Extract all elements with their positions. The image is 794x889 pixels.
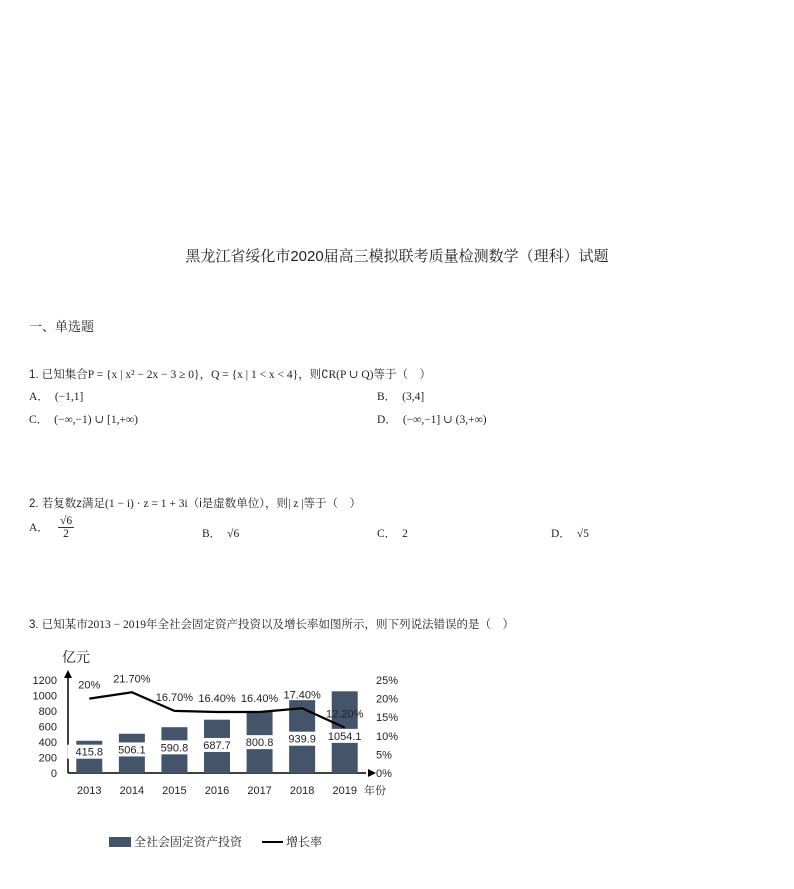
q1-set-q: Q = {x | 1 < x < 4} (211, 369, 299, 381)
bar-value-label: 415.8 (75, 746, 104, 759)
x-tick-label: 2018 (289, 785, 315, 797)
q1-option-d-text: (−∞,−1] ∪ (3,+∞) (402, 414, 487, 426)
y-axis-arrow-icon (64, 670, 72, 678)
x-axis-arrow-icon (368, 769, 376, 777)
y-tick-label: 0 (50, 768, 57, 780)
x-tick-label: 2013 (77, 785, 102, 797)
q2-suffix: 等于（ ） (303, 498, 362, 510)
bar-value-label: 590.8 (160, 742, 189, 755)
q1-set-p: P = {x | x² − 2x − 3 ≥ 0} (87, 369, 200, 381)
q1-suffix: 等于（ ） (373, 369, 431, 381)
bar-value-label: 1054.1 (327, 730, 362, 743)
q2-option-d-text: √5 (576, 528, 589, 540)
growth-rate-label: 20% (78, 679, 101, 692)
q1-option-b-text: (3,4] (402, 391, 425, 403)
q1-option-b-label: B． (377, 391, 397, 403)
y-tick-label: 1200 (32, 675, 57, 687)
y-tick-label: 600 (38, 721, 57, 734)
x-tick-label: 2017 (247, 785, 272, 797)
bar-value-label: 506.1 (118, 744, 146, 757)
growth-rate-label: 16.40% (198, 692, 236, 705)
x-axis-title: 年份 (364, 785, 386, 797)
q1-complement: ∁R(P ∪ Q) (321, 369, 374, 381)
y2-tick-label: 0% (376, 768, 392, 780)
page-title: 黑龙江省绥化市2020届高三模拟联考质量检测数学（理科）试题 (185, 248, 609, 265)
investment-growth-chart (0, 640, 430, 855)
y-tick-label: 1000 (32, 690, 57, 703)
y-tick-label: 800 (38, 706, 57, 718)
question-1-stem (29, 366, 431, 382)
growth-rate-label: 21.70% (113, 673, 151, 686)
bar-value-label: 939.9 (288, 733, 316, 746)
q2-option-b-text: √6 (227, 528, 240, 540)
q2-option-a (29, 515, 74, 540)
q1-option-c-label: C． (29, 414, 49, 426)
q2-option-a-label: A． (29, 521, 49, 534)
q2-option-c-label: C． (377, 528, 397, 540)
y2-tick-label: 10% (376, 730, 399, 743)
question-2-stem (29, 495, 361, 511)
q1-option-c (29, 411, 138, 427)
legend-bar-label: 全社会固定资产投资 (134, 835, 243, 849)
bar-value-label: 800.8 (245, 737, 274, 750)
q2-option-a-fraction (58, 515, 74, 540)
q2-option-b (202, 525, 239, 541)
q1-option-c-text: (−∞,−1) ∪ [1,+∞) (54, 414, 138, 426)
q1-option-d-label: D． (377, 414, 397, 426)
y-tick-label: 400 (38, 737, 57, 749)
y2-tick-label: 15% (376, 712, 399, 725)
q1-then: ，则 (298, 369, 322, 381)
q2-option-d (551, 525, 589, 541)
q1-option-a-label: A． (29, 391, 49, 403)
q1-option-b (377, 388, 424, 404)
q1-sep: ， (199, 369, 212, 381)
q2-modulus: | z | (288, 498, 304, 510)
y-tick-label: 200 (38, 752, 57, 765)
x-tick-label: 2014 (119, 785, 145, 797)
legend-bar-swatch (109, 837, 131, 847)
q3-prefix: 3. 已知某市 (29, 619, 88, 631)
q3-years: 2013 − 2019 (87, 619, 147, 631)
q2-equation: (1 − i) · z = 1 + 3i (105, 498, 188, 510)
question-3-stem (29, 616, 514, 632)
growth-rate-label: 16.70% (155, 691, 194, 704)
growth-rate-label: 16.40% (240, 692, 279, 705)
q2-note: （i是虚数单位），则 (187, 498, 289, 510)
y2-tick-label: 25% (376, 675, 399, 687)
x-tick-label: 2019 (332, 785, 357, 797)
q1-prefix: 1. 已知集合 (29, 369, 88, 381)
growth-rate-label: 12.20% (326, 708, 364, 721)
growth-rate-label: 17.40% (283, 689, 321, 702)
x-tick-label: 2015 (162, 785, 187, 797)
bar-value-label: 687.7 (203, 739, 231, 752)
fraction-numerator: √6 (60, 515, 73, 527)
q2-option-d-label: D． (551, 528, 571, 540)
section-heading: 一、单选题 (29, 319, 95, 334)
q2-prefix: 2. 若复数z满足 (29, 498, 106, 510)
q1-option-a (29, 388, 83, 404)
x-tick-label: 2016 (204, 785, 230, 797)
q2-option-c (377, 525, 408, 541)
q3-suffix: 年全社会固定资产投资以及增长率如图所示，则下列说法错误的是（ ） (146, 619, 515, 631)
q2-option-b-label: B． (202, 528, 222, 540)
fraction-denominator: 2 (63, 528, 69, 540)
q1-option-d (377, 411, 487, 427)
q2-option-c-text: 2 (402, 528, 408, 540)
y-axis-title: 亿元 (62, 649, 90, 665)
y2-tick-label: 5% (376, 749, 392, 762)
q1-option-a-text: (−1,1] (54, 391, 84, 403)
y2-tick-label: 20% (376, 693, 399, 706)
legend-line-label: 增长率 (286, 835, 323, 849)
